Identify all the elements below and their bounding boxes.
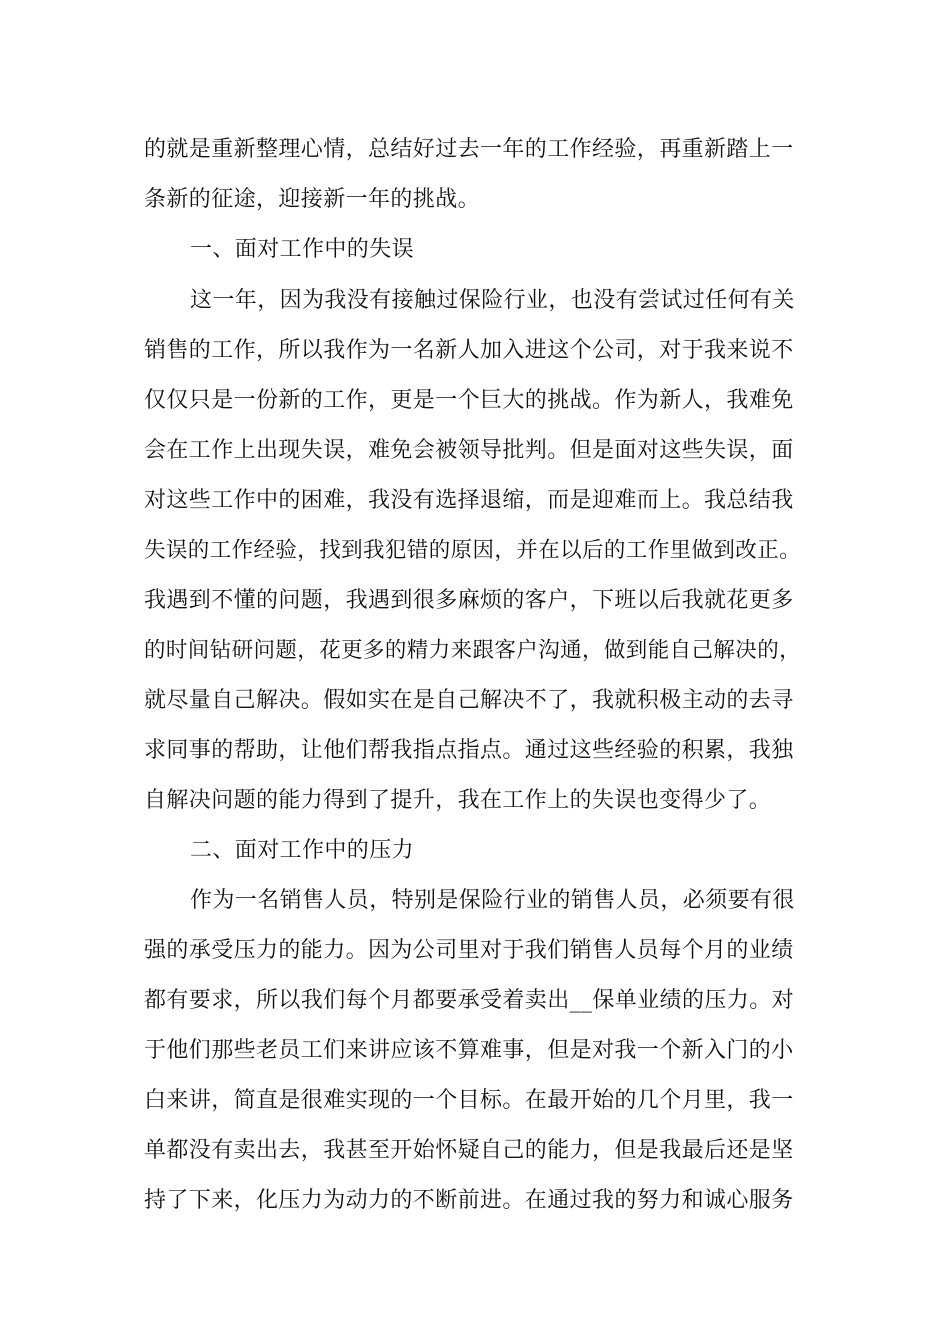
- paragraph-line: 白来讲，简直是很难实现的一个目标。在最开始的几个月里，我一: [144, 1088, 794, 1113]
- section-heading: 二、面对工作中的压力: [190, 838, 415, 863]
- paragraph-line: 都有要求，所以我们每个月都要承受着卖出__保单业绩的压力。对: [144, 988, 795, 1013]
- paragraph-line: 条新的征途，迎接新一年的挑战。: [144, 187, 481, 212]
- paragraph-line: 强的承受压力的能力。因为公司里对于我们销售人员每个月的业绩: [144, 938, 794, 963]
- paragraph-line: 作为一名销售人员，特别是保险行业的销售人员，必须要有很: [190, 888, 795, 913]
- paragraph-line: 自解决问题的能力得到了提升，我在工作上的失误也变得少了。: [144, 788, 772, 813]
- paragraph-line: 单都没有卖出去，我甚至开始怀疑自己的能力，但是我最后还是坚: [144, 1138, 794, 1163]
- paragraph-line: 持了下来，化压力为动力的不断前进。在通过我的努力和诚心服务: [144, 1188, 794, 1213]
- paragraph-line: 销售的工作，所以我作为一名新人加入进这个公司，对于我来说不: [144, 338, 794, 363]
- paragraph-line: 仅仅只是一份新的工作，更是一个巨大的挑战。作为新人，我难免: [144, 388, 794, 413]
- paragraph-line: 会在工作上出现失误，难免会被领导批判。但是面对这些失误，面: [144, 438, 794, 463]
- paragraph-line: 的时间钻研问题，花更多的精力来跟客户沟通，做到能自己解决的，: [144, 638, 802, 663]
- paragraph-line: 失误的工作经验，找到我犯错的原因，并在以后的工作里做到改正。: [144, 538, 802, 563]
- paragraph-line: 于他们那些老员工们来讲应该不算难事，但是对我一个新入门的小: [144, 1038, 794, 1063]
- paragraph-line: 求同事的帮助，让他们帮我指点指点。通过这些经验的积累，我独: [144, 738, 794, 763]
- paragraph-line: 这一年，因为我没有接触过保险行业，也没有尝试过任何有关: [190, 288, 795, 313]
- paragraph-line: 对这些工作中的困难，我没有选择退缩，而是迎难而上。我总结我: [144, 488, 794, 513]
- section-heading: 一、面对工作中的失误: [190, 237, 415, 262]
- paragraph-line: 我遇到不懂的问题，我遇到很多麻烦的客户，下班以后我就花更多: [144, 588, 794, 613]
- paragraph-line: 就尽量自己解决。假如实在是自己解决不了，我就积极主动的去寻: [144, 688, 794, 713]
- paragraph-line: 的就是重新整理心情，总结好过去一年的工作经验，再重新踏上一: [144, 137, 794, 162]
